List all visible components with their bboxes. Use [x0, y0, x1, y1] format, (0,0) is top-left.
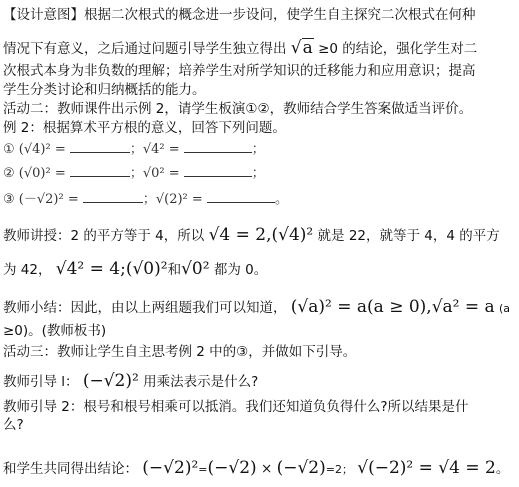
exercise-row-3 — [3, 190, 288, 209]
teacher-guide-2-line-1: 教师引导 2：根号和根号相乘可以抵消。我们还知道负负得什么?所以结果是什 — [3, 399, 469, 415]
design-intent-line-1: 【设计意图】根据二次根式的概念进一步设问，使学生自主探究二次根式在何种 — [3, 7, 476, 23]
formula-group: √4² = 4;(√0)² — [55, 259, 168, 279]
answer-blank — [184, 164, 252, 177]
text-segment: 教师引导 l： — [3, 374, 79, 390]
formula-sqrt4: √4 = 2 — [208, 225, 267, 245]
summary-formula: (√a)² = a(a ≥ 0),√a² = a — [290, 297, 495, 317]
text-segment: 情况下有意义，之后通过问题引导学生独立得出 — [3, 41, 287, 57]
exercise-part: ；√4² = — [129, 142, 184, 157]
teacher-explain-line-2 — [3, 260, 267, 279]
text-segment: 都为 0。 — [213, 262, 268, 278]
conclusion-line — [3, 459, 509, 479]
sqrt-a-formula: √a — [290, 38, 313, 58]
formula-part: (−√2) — [276, 458, 326, 478]
formula-part: (−√2)² — [142, 458, 199, 478]
teacher-guide-1 — [3, 372, 258, 391]
exercise-row-1 — [3, 140, 265, 159]
answer-blank — [70, 164, 130, 177]
exercise-part: ；√(2)² = — [142, 192, 207, 207]
text-segment: 就是 22，就等于 4，4 的平方 — [317, 228, 500, 244]
activity-two: 活动二：教师课件出示例 2，请学生板演①②，教师结合学生答案做适当评价。 — [3, 101, 473, 117]
exercise-part: 。 — [274, 192, 288, 207]
answer-blank — [207, 190, 275, 203]
formula-neg-sqrt2-squared: (−√2)² — [82, 371, 139, 391]
answer-blank — [184, 140, 252, 153]
answer-blank — [83, 190, 143, 203]
formula-part: √(−2)² = √4 = 2 — [357, 458, 496, 478]
exercise-part: ② (√0)² = — [3, 166, 70, 181]
exercise-part: ； — [251, 166, 265, 181]
text-segment: ≥0 的结论，强化学生对二 — [318, 41, 478, 57]
text-segment: 和 — [167, 262, 182, 278]
teacher-guide-2-line-2: 么? — [3, 417, 24, 433]
example-two-heading: 例 2：根据算术平方根的意义，回答下列问题。 — [3, 120, 286, 136]
formula-part: (−√2) — [207, 458, 257, 478]
teacher-summary-line-2: ≥0)。(教师板书) — [3, 323, 107, 339]
teacher-explain-line-1 — [3, 226, 500, 245]
exercise-part: ① (√4)² = — [3, 142, 70, 157]
design-intent-line-3: 次根式本身为非负数的理解；培养学生对所学知识的迁移能力和应用意识；提高 — [3, 63, 476, 79]
activity-three: 活动三：教师让学生自主思考例 2 中的③，并做如下引导。 — [3, 344, 357, 360]
design-intent-line-2 — [3, 38, 477, 58]
text-segment: (a — [498, 302, 511, 315]
text-segment: =2； — [325, 463, 353, 476]
text-segment: 教师小结：因此，由以上两组题我们可以知道， — [3, 300, 287, 316]
formula-sqrt4-squared: ,(√4)² — [266, 225, 314, 245]
text-segment: 和学生共同得出结论： — [3, 461, 138, 477]
exercise-row-2 — [3, 164, 265, 183]
text-segment: 教师讲授：2 的平方等于 4，所以 — [3, 228, 205, 244]
text-segment: 。 — [495, 461, 510, 477]
times-sign: × — [260, 461, 273, 477]
exercise-part: ③ (－√2)² = — [3, 192, 83, 207]
text-segment: = — [198, 463, 208, 476]
text-segment: 为 42， — [3, 262, 52, 278]
exercise-part: ；√0² = — [129, 166, 184, 181]
teacher-summary-line-1 — [3, 298, 510, 318]
formula-sqrt0-squared: √0² — [181, 259, 210, 279]
answer-blank — [70, 140, 130, 153]
exercise-part: ； — [251, 142, 265, 157]
design-intent-line-4: 学生分类讨论和归纳概括的能力。 — [3, 82, 206, 98]
text-segment: 用乘法表示是什么? — [143, 374, 259, 390]
